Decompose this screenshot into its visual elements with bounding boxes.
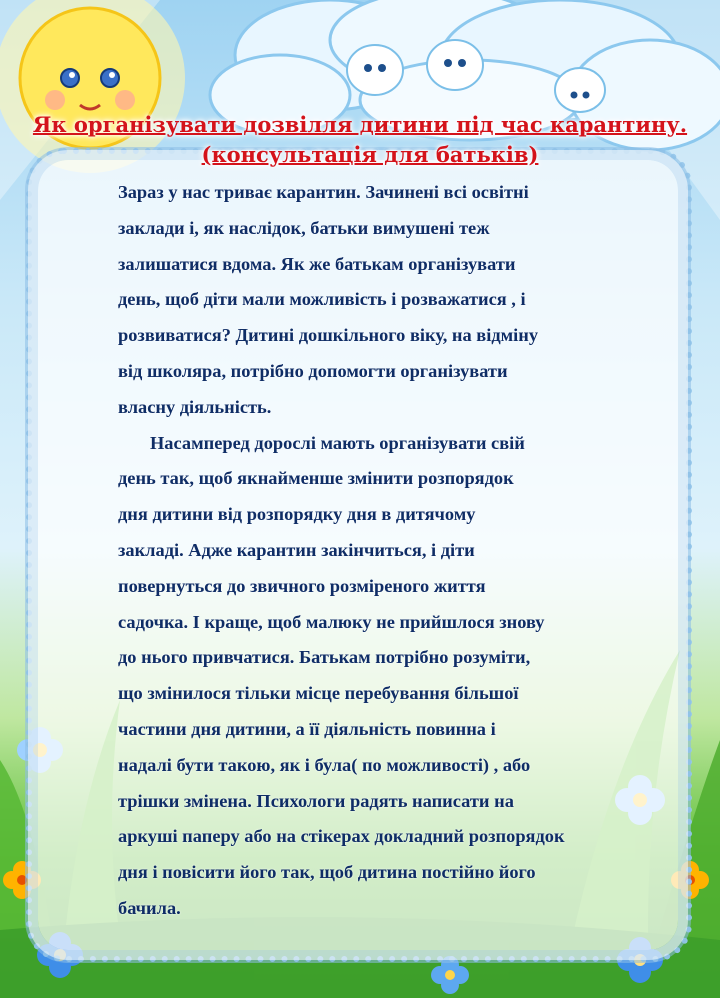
body-line: Насамперед дорослі мають організувати свій [150, 432, 525, 453]
body-line: що змінилося тільки місце перебування більшої [118, 683, 519, 704]
body-line: власну діяльність. [118, 396, 272, 417]
body-line: заклади і, як наслідок, батьки вимушені теж [118, 217, 490, 238]
title-line-2: (консультація для батьків) [201, 142, 539, 167]
body-line: закладі. Адже карантин закінчиться, і діти [118, 539, 475, 560]
body-line: частини дня дитини, а її діяльність повинна і [118, 718, 496, 739]
body-line: Зараз у нас триває карантин. Зачинені всі освітні [118, 182, 529, 202]
body-line: до нього привчатися. Батькам потрібно розуміти, [118, 647, 531, 668]
body-line: день, щоб діти мали можливість і розважатися , і [118, 289, 526, 310]
body-line: садочка. І краще, щоб малюку не прийшлося знову [118, 611, 545, 632]
body-line: розвиватися? Дитині дошкільного віку, на відміну [118, 325, 539, 346]
body-line: повернуться до звичного розміреного життя [118, 575, 486, 596]
body-line: від школяра, потрібно допомогти організувати [118, 360, 508, 381]
body-line: надалі бути такою, як і була( по можливості) , або [118, 754, 531, 775]
article-body [118, 175, 648, 927]
body-line: дня дитини від розпорядку дня в дитячому [118, 504, 476, 525]
body-line: залишатися вдома. Як же батькам організувати [118, 253, 516, 274]
page-title [0, 110, 720, 170]
body-line: аркуші паперу або на стікерах докладний розпорядок [118, 826, 565, 847]
body-line: трішки змінена. Психологи радять написати на [118, 790, 514, 811]
body-line: бачила. [118, 897, 181, 918]
title-line-1: Як організувати дозвілля дитини під час карантину. [32, 112, 688, 137]
body-line: дня і повісити його так, щоб дитина постійно його [118, 862, 536, 883]
body-line: день так, щоб якнайменше змінити розпорядок [118, 468, 514, 489]
